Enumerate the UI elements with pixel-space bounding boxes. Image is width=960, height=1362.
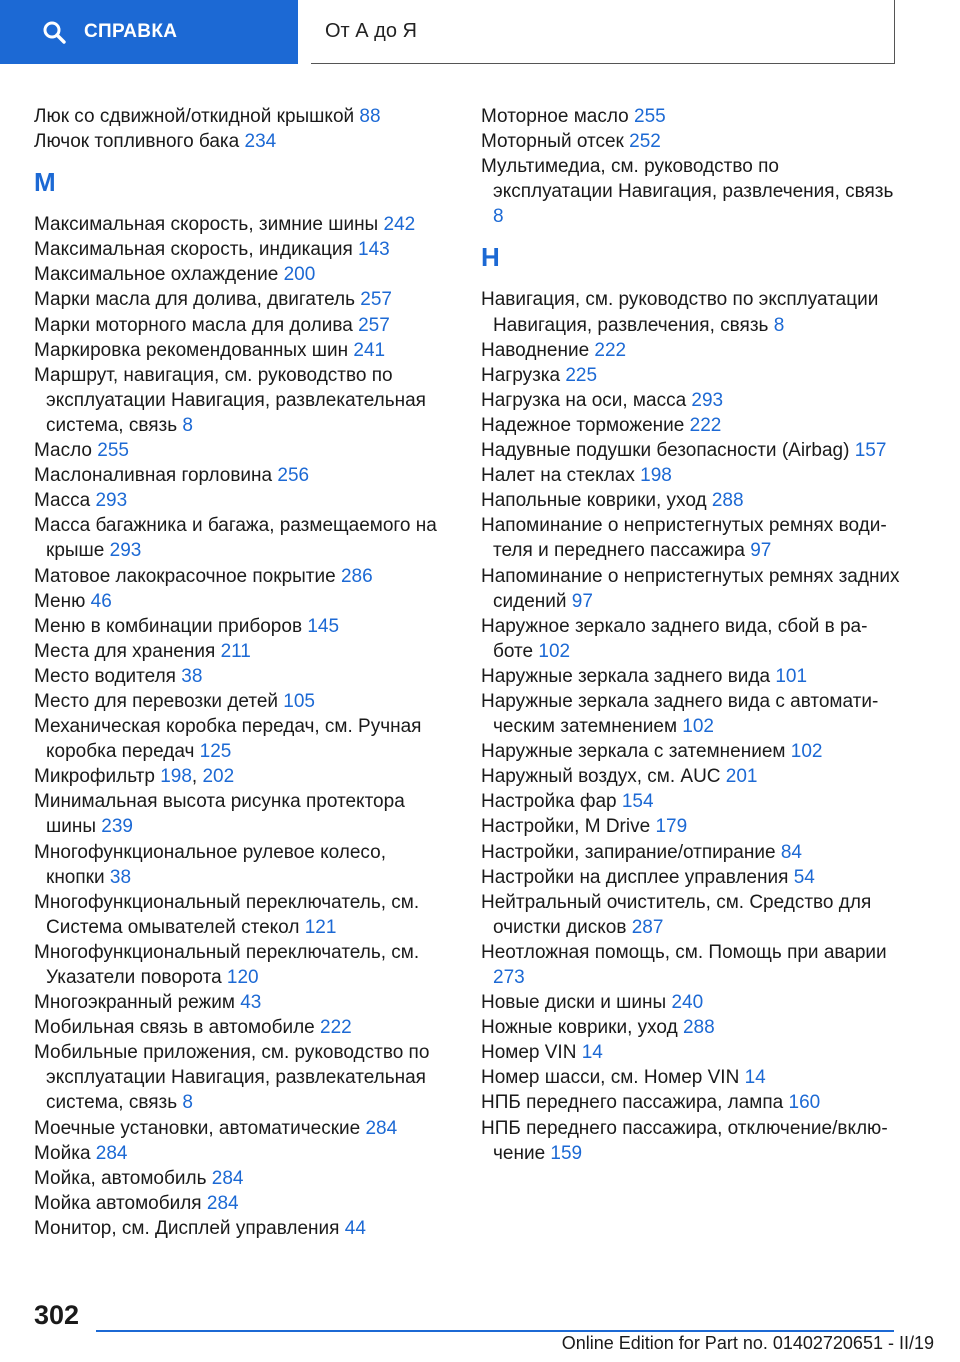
index-entry-text: Мобильные приложения, см. руководство по эксплуатации Навигация, развлекательная система, связь (34, 1042, 430, 1114)
index-entry (481, 664, 901, 689)
index-entry (481, 1015, 901, 1040)
page-link[interactable]: 284 (95, 1142, 128, 1164)
page-link[interactable]: 97 (571, 590, 593, 612)
page-link[interactable]: 222 (594, 339, 627, 361)
index-entry-text: Напоминание о непристегнутых ремнях задних сидений (481, 565, 900, 612)
page-link[interactable]: 293 (109, 540, 142, 562)
index-entry-text: Лючок топливного бака (34, 131, 245, 153)
index-letter-heading: Н (481, 242, 500, 273)
index-entry-text: Многоэкранный режим (34, 992, 241, 1014)
index-entry (34, 689, 444, 714)
page-link[interactable]: 102 (538, 640, 571, 662)
page-link[interactable]: 8 (182, 414, 193, 436)
page-link[interactable]: 211 (220, 640, 251, 662)
index-entry (34, 363, 444, 438)
page-link[interactable]: 8 (182, 1092, 193, 1114)
page-link[interactable]: 8 (493, 206, 504, 228)
index-entry-text: Напоминание о непристегнутых ремнях водителя и переднего пассажира (481, 515, 887, 562)
index-entry (34, 614, 444, 639)
index-column-right (481, 104, 901, 1166)
index-entry (34, 129, 444, 154)
page-link[interactable]: 239 (101, 816, 133, 838)
index-entry-text: Максимальное охлаждение (34, 264, 284, 286)
page-link[interactable]: 202 (202, 766, 235, 788)
page-link[interactable]: 198 (640, 465, 672, 487)
index-entry-text: Многофункциональное рулевое колесо, кнопки (34, 841, 386, 888)
page-link[interactable]: 293 (95, 490, 128, 512)
page-link[interactable]: 286 (340, 565, 373, 587)
page-link[interactable]: 240 (671, 992, 704, 1014)
page-link[interactable]: 201 (725, 766, 758, 788)
page-link[interactable]: 198 (160, 766, 192, 788)
index-entry (34, 990, 444, 1015)
index-entry-text: Мультимедиа, см. руководство по эксплуатации Навигация, развлечения, связь (481, 156, 894, 203)
index-entry (34, 287, 444, 312)
index-entry-text: Ножные коврики, уход (481, 1017, 683, 1039)
index-entry (481, 129, 901, 154)
index-entry-text: Надежное торможение (481, 414, 690, 436)
index-entry-text: Номер VIN (481, 1042, 582, 1064)
index-entry-text: Максимальная скорость, зимние шины (34, 214, 384, 236)
index-entry (481, 689, 901, 739)
index-entry-text: Моторное масло (481, 106, 634, 127)
index-entry (34, 463, 444, 488)
index-entry-text: Моторный отсек (481, 131, 630, 153)
index-entry (481, 739, 901, 764)
index-letter-heading: М (34, 167, 56, 198)
help-tab[interactable] (0, 0, 298, 64)
index-entry (34, 262, 444, 287)
page-link[interactable]: 255 (97, 440, 129, 462)
page-link[interactable]: 284 (211, 1167, 244, 1189)
index-entry (481, 438, 901, 463)
index-entry (34, 313, 444, 338)
page-link[interactable]: 84 (780, 841, 802, 863)
index-entry-text: Напольные коврики, уход (481, 490, 712, 512)
index-entry (34, 1116, 444, 1141)
index-entry: Микрофильтр 198, 202 (34, 766, 235, 788)
page-link[interactable]: 284 (206, 1192, 239, 1214)
index-entry (34, 513, 444, 563)
index-entry (481, 789, 901, 814)
edition-footer: Online Edition for Part no. 01402720651 - II/19 (561, 1333, 934, 1353)
index-entry (481, 1065, 901, 1090)
index-entry-text: Марки моторного масла для долива (34, 314, 359, 336)
page-link[interactable]: 288 (711, 490, 744, 512)
page-link[interactable]: 44 (344, 1217, 366, 1239)
page-link[interactable]: 121 (304, 916, 337, 938)
index-entry (481, 940, 901, 990)
index-entry-text: Микрофильтр (34, 766, 161, 788)
index-entry-text: Неотложная помощь, см. Помощь при аварии (481, 941, 887, 963)
index-entry (34, 1141, 444, 1166)
index-entry (481, 488, 901, 513)
index-entry-text: Наружный воздух, см. AUC (481, 766, 726, 788)
index-entry-text: Места для хранения (34, 640, 221, 662)
index-entry-text: Новые диски и шины (481, 992, 672, 1014)
index-entry (34, 212, 444, 237)
index-entry (34, 589, 444, 614)
index-entry (481, 1040, 901, 1065)
index-entry-text: Марки масла для долива, двигатель (34, 289, 361, 311)
footer-divider (96, 1330, 894, 1332)
page-link[interactable]: 14 (744, 1067, 766, 1089)
page-link[interactable]: 273 (493, 967, 525, 988)
index-entry (481, 513, 901, 563)
page-link[interactable]: 225 (565, 364, 598, 386)
index-entry (481, 564, 901, 614)
index-entry (481, 363, 901, 388)
page-link[interactable]: 157 (854, 440, 887, 462)
index-entry (34, 940, 444, 990)
index-entry (481, 413, 901, 438)
index-entry (34, 890, 444, 940)
index-entry-text: Место водителя (34, 665, 182, 687)
index-entry-text: Люк со сдвижной/откидной крышкой (34, 106, 360, 127)
index-entry-text: Мобильная связь в автомобиле (34, 1017, 321, 1039)
page-link[interactable]: 105 (283, 690, 315, 712)
index-entry-text: НПБ переднего пассажира, отключение/включение (481, 1117, 888, 1164)
index-entry (481, 1116, 901, 1166)
page-link[interactable]: 160 (788, 1092, 821, 1114)
index-entry-text: Наружные зеркала заднего вида (481, 665, 776, 687)
index-entry (481, 287, 901, 337)
page-link[interactable]: 43 (240, 992, 262, 1014)
index-entry-text: Мойка (34, 1142, 96, 1164)
index-entry (481, 814, 901, 839)
index-entry-text: Наружные зеркала заднего вида с автоматическим затемнением (481, 690, 879, 738)
index-entry-text: НПБ переднего пассажира, лампа (481, 1092, 789, 1114)
page-link[interactable]: 222 (689, 414, 722, 436)
index-entry-text: Налет на стеклах (481, 465, 641, 487)
index-entry-text: Меню в комбинации приборов (34, 615, 308, 637)
index-entry (34, 488, 444, 513)
page-link[interactable]: 154 (621, 791, 654, 813)
index-entry-text: Настройки, M Drive (481, 816, 656, 838)
index-entry-text: Настройки на дисплее управления (481, 866, 794, 888)
page-link[interactable]: 288 (682, 1017, 715, 1039)
page-link[interactable]: 125 (199, 741, 232, 763)
index-entry-text: Надувные подушки безопасности (Airbag) (481, 440, 855, 462)
index-entry-text: Мойка автомобиля (34, 1192, 207, 1214)
index-entry (481, 890, 901, 940)
index-entry (481, 1090, 901, 1115)
page-link[interactable]: 257 (358, 314, 390, 336)
index-entry-text: Наводнение (481, 339, 595, 361)
index-entry (481, 990, 901, 1015)
index-entry (481, 388, 901, 413)
index-entry (481, 338, 901, 363)
page-link[interactable]: 102 (790, 741, 823, 763)
index-entry-text: Матовое лакокрасочное покрытие (34, 565, 341, 587)
index-entry (34, 104, 444, 129)
page-link[interactable]: 179 (655, 816, 688, 838)
page-link[interactable]: 284 (365, 1117, 398, 1139)
index-entry (34, 1166, 444, 1191)
page-link[interactable]: 88 (359, 106, 381, 127)
index-entry (34, 1015, 444, 1040)
index-entry-text: Многофункциональный переключатель, см. Указатели поворота (34, 941, 420, 988)
index-entry (34, 438, 444, 463)
index-entry (481, 154, 901, 229)
page-link[interactable]: 38 (109, 866, 132, 888)
index-entry-text: Маркировка рекомендованных шин (34, 339, 354, 361)
page-link[interactable]: 38 (181, 665, 203, 687)
index-entry-text: Нагрузка на оси, масса (481, 389, 692, 411)
section-title: От А до Я (325, 20, 417, 42)
index-entry (34, 338, 444, 363)
index-entry-text: Масло (34, 440, 98, 462)
page-link[interactable]: 242 (383, 214, 416, 236)
index-entry-text: Мойка, автомобиль (34, 1167, 212, 1189)
index-entry-text: Нейтральный очиститель, см. Средство для очистки дисков (481, 891, 872, 938)
index-entry (34, 1040, 444, 1115)
index-column-left (34, 104, 444, 1241)
index-entry-text: Меню (34, 590, 91, 612)
index-entry-text: Моечные установки, автоматические (34, 1117, 366, 1139)
index-entry (481, 614, 901, 664)
index-entry-text: Наружные зеркала с затемнением (481, 741, 791, 763)
index-entry (34, 1191, 444, 1216)
page-number: 302 (34, 1300, 80, 1330)
index-entry-text: Маршрут, навигация, см. руководство по эксплуатации Навигация, развлекательная система, связь (34, 364, 426, 436)
search-icon (42, 20, 66, 44)
index-entry-text: Многофункциональный переключатель, см. Система омывателей стекол (34, 891, 420, 938)
help-tab-label: СПРАВКА (84, 21, 178, 42)
index-entry-text: Номер шасси, см. Номер VIN (481, 1067, 745, 1089)
section-title-box (311, 0, 895, 64)
page-link[interactable]: 159 (550, 1142, 583, 1164)
index-entry (34, 237, 444, 262)
index-entry-text: Наружное зеркало заднего вида, сбой в работе (481, 615, 868, 662)
page-link[interactable]: 145 (307, 615, 340, 637)
index-entry-text: Нагрузка (481, 364, 566, 386)
page-link[interactable]: 102 (682, 716, 714, 738)
page-link[interactable]: 101 (775, 665, 808, 687)
index-entry (481, 840, 901, 865)
index-entry-text: Монитор, см. Дисплей управления (34, 1217, 345, 1239)
index-entry-text: Место для перевозки детей (34, 690, 284, 712)
index-entry (481, 104, 901, 129)
page-link[interactable]: 293 (691, 389, 724, 411)
index-entry (34, 639, 444, 664)
page-link[interactable]: 255 (634, 106, 666, 127)
index-entry-text: Настройка фар (481, 791, 622, 813)
index-entry-text: Масса (34, 490, 96, 512)
index-entry (481, 463, 901, 488)
page-link[interactable]: 256 (277, 465, 310, 487)
page-link[interactable]: 287 (631, 916, 664, 938)
page-link[interactable]: 241 (353, 339, 386, 361)
index-entry-text: Навигация, см. руководство по эксплуатации Навигация, развлечения, связь (481, 289, 879, 336)
page-link[interactable]: 234 (244, 131, 277, 153)
index-entry-text: Маслоналивная горловина (34, 465, 278, 487)
page-link[interactable]: 143 (358, 239, 390, 261)
index-entry (481, 865, 901, 890)
index-entry-text: Настройки, запирание/отпирание (481, 841, 781, 863)
page-link[interactable]: 222 (320, 1017, 352, 1039)
page-link[interactable]: 97 (750, 540, 772, 562)
index-entry-text: Масса багажника и багажа, размещаемого на крыше (34, 515, 437, 562)
index-entry-text: Максимальная скорость, индикация (34, 239, 359, 261)
index-entry-text: Механическая коробка передач, см. Ручная коробка передач (34, 716, 422, 763)
index-entry (34, 564, 444, 589)
page-link[interactable]: 14 (581, 1042, 603, 1064)
index-entry (34, 714, 444, 764)
page-link[interactable]: 54 (793, 866, 815, 888)
page-link[interactable]: 120 (226, 967, 259, 988)
page-link[interactable]: 8 (773, 314, 785, 336)
index-entry (34, 664, 444, 689)
index-entry (34, 840, 444, 890)
page-link[interactable]: 252 (629, 131, 661, 153)
page-link[interactable]: 200 (283, 264, 316, 286)
index-entry (34, 789, 444, 839)
index-entry (34, 1216, 444, 1241)
index-entry-text: Минимальная высота рисунка протектора шины (34, 791, 405, 838)
page-link[interactable]: 46 (90, 590, 112, 612)
index-entry (481, 764, 901, 789)
page-link[interactable]: 257 (360, 289, 392, 311)
